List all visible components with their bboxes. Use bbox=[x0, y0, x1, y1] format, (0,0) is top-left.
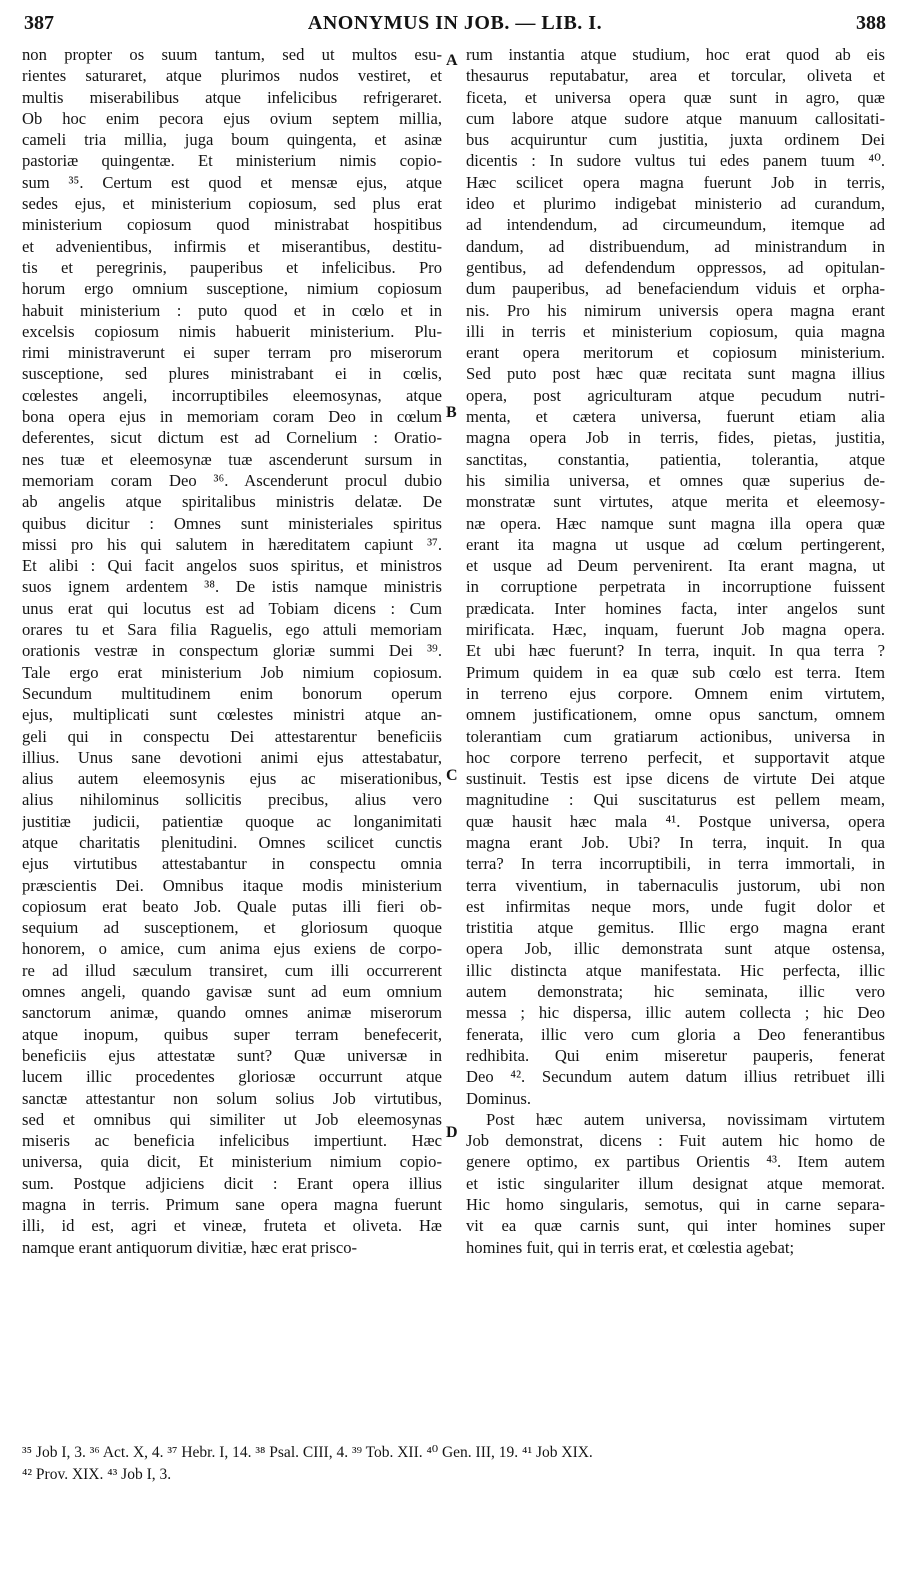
text-line: Post hæc autem universa, novissimam virtutem bbox=[486, 1109, 885, 1129]
text-line: terra? In terra incorruptibili, in terra immortali, in bbox=[466, 854, 885, 874]
text-line: ab angelis atque spiritalibus ministris delatæ. De bbox=[22, 492, 442, 512]
text-line: copiosum erat beato Job. Quale putas illi fieri ob- bbox=[22, 896, 442, 916]
text-line: dicentis : In sudore vultus tui edes panem tuum ⁴⁰. bbox=[466, 151, 885, 171]
running-header bbox=[24, 12, 886, 38]
text-line: Sed puto post hæc quæ recitata sunt magna illius bbox=[466, 364, 885, 384]
footnotes bbox=[22, 1442, 886, 1486]
text-line: orares tu et Sara filia Raguelis, ego attuli memoriam bbox=[22, 620, 442, 640]
text-line: ministerium copiosum quod ministrabat hospitibus bbox=[22, 215, 442, 235]
text-line: Hæc scilicet opera magna fuerunt Job in terris, bbox=[466, 172, 885, 192]
text-line: illi in terris et ministerium copiosum, quia magna bbox=[466, 321, 885, 341]
text-line: sedes ejus, et ministerium copiosum, sed plus erat bbox=[22, 194, 442, 214]
text-line: dandum, ad distribuendum, ad ministrandum in bbox=[466, 236, 885, 256]
text-line: suos ignem ardentem ³⁸. De istis namque ministris bbox=[22, 577, 442, 597]
text-line: geli qui in conspectu Dei attestarentur beneficiis bbox=[22, 726, 442, 746]
text-line: horum ergo omnium susceptione, nimium copiosum bbox=[22, 279, 442, 299]
text-line: est infirmitas neque mors, unde fugit dolor et bbox=[466, 896, 885, 916]
text-line: genere optimo, ex partibus Orientis ⁴³. Item autem bbox=[466, 1152, 885, 1172]
margin-letter-b: B bbox=[446, 404, 457, 421]
text-line: tristitia atque gemitus. Illic ergo magna erant bbox=[466, 918, 885, 938]
text-line: magna erant Job. Ubi? In terra, inquit. In qua bbox=[466, 832, 885, 852]
text-line: sum ³⁵. Certum est quod et mensæ ejus, atque bbox=[22, 172, 442, 192]
text-line: opera, post agriculturam atque pecudum nutri- bbox=[466, 385, 885, 405]
text-line: tis et peregrinis, pauperibus et infelicibus. Pro bbox=[22, 257, 442, 277]
left-column bbox=[22, 44, 442, 1258]
text-line: Job demonstrat, dicens : Fuit autem hic homo de bbox=[466, 1131, 885, 1151]
text-line: cameli tria millia, juga boum quingenta, et asinæ bbox=[22, 130, 442, 150]
text-line: quæ hausit hæc mala ⁴¹. Postque universa, opera bbox=[466, 811, 885, 831]
text-line: terra viventium, in tabernaculis justorum, ubi non bbox=[466, 875, 885, 895]
text-line: cum labore atque sudore atque manuum callositati- bbox=[466, 108, 885, 128]
text-line: in corruptione perpetrata in incorruptione fuissent bbox=[466, 577, 885, 597]
text-line: thesaurus reputabatur, area et torcular, oliveta et bbox=[466, 66, 885, 86]
text-line: magnitudine : Qui suscitaturus est pellem meam, bbox=[466, 790, 885, 810]
text-line: sum. Postque adjiciens dicit : Erant opera illius bbox=[22, 1173, 442, 1193]
text-line: mirificata. Hæc, inquam, fuerunt Job magna opera. bbox=[466, 620, 885, 640]
text-line: illi, id est, agri et vineæ, fruteta et oliveta. Hæ bbox=[22, 1216, 442, 1236]
text-line: monstratæ sunt virtutes, atque merita et eleemosy- bbox=[466, 492, 885, 512]
text-line: illius. Unus sane devotioni animi ejus attestabatur, bbox=[22, 747, 442, 767]
text-line: miseris ac beneficia infelicibus impertiunt. Hæc bbox=[22, 1131, 442, 1151]
text-line: pastoriæ quingentæ. Et ministerium nimis copio- bbox=[22, 151, 442, 171]
text-line: justitiæ judicii, patientiæ quoque ac longanimitati bbox=[22, 811, 442, 831]
text-line: Ob hoc enim pecora ejus ovium septem millia, bbox=[22, 108, 442, 128]
text-line: Et ubi hæc fuerunt? In terra, inquit. In qua terra ? bbox=[466, 641, 885, 661]
text-line: alius autem eleemosynis ejus ac miserationibus, bbox=[22, 769, 442, 789]
text-line: Dominus. bbox=[466, 1088, 531, 1108]
text-line: tolerantiam cum gratiarum actionibus, universa in bbox=[466, 726, 885, 746]
text-line: bona opera ejus in memoriam coram Deo in cœlum bbox=[22, 407, 442, 427]
right-column bbox=[466, 44, 885, 1258]
text-line: deferentes, sicut dictum est ad Cornelium : Oratio- bbox=[22, 428, 442, 448]
text-line: sanctæ attestantur non solum solius Job virtutibus, bbox=[22, 1088, 442, 1108]
text-line: nis. Pro his nimirum universis opera magna erant bbox=[466, 300, 885, 320]
text-line: alius nihilominus sollicitis precibus, alius vero bbox=[22, 790, 442, 810]
text-line: rientes saturaret, atque plurimos nudos vestiret, et bbox=[22, 66, 442, 86]
text-line: re ad illud sæculum transiret, cum illi occurrerent bbox=[22, 960, 442, 980]
text-line: ad intendendum, ad circumeundum, itemque ad bbox=[466, 215, 885, 235]
text-line: non propter os suum tantum, sed ut multos esu- bbox=[22, 45, 442, 64]
text-line: Secundum multitudinem enim bonorum operum bbox=[22, 683, 442, 703]
running-title: ANONYMUS IN JOB. — LIB. I. bbox=[307, 12, 603, 34]
text-line: sanctorum animæ, quando omnes animæ miserorum bbox=[22, 1003, 442, 1023]
text-line: namque erant antiquorum divitiæ, hæc erat prisco- bbox=[22, 1237, 358, 1257]
text-line: præscientis Dei. Omnibus itaque modis ministerium bbox=[22, 875, 442, 895]
text-line: habuit ministerium : puto quod et in cœlo et in bbox=[22, 300, 442, 320]
text-line: messa ; hic dispersa, illic autem collecta ; hic Deo bbox=[466, 1003, 885, 1023]
text-line: Et alibi : Qui facit angelos suos spiritus, et ministros bbox=[22, 556, 442, 576]
text-line: opera Job, illic demonstrata sunt atque ostensa, bbox=[466, 939, 885, 959]
text-line: honorem, o amice, cum anima ejus exiens de corpo- bbox=[22, 939, 442, 959]
margin-letter-c: C bbox=[446, 767, 458, 784]
text-line: sed et omnibus qui similiter ut Job eleemosynas bbox=[22, 1109, 442, 1129]
text-line: sanctitas, constantia, patientia, tolerantia, atque bbox=[466, 449, 885, 469]
text-line: cœlestes angeli, incorruptibiles eleemosynas, atque bbox=[22, 385, 442, 405]
text-line: dum pauperibus, ad benefaciendum viduis et orpha- bbox=[466, 279, 885, 299]
text-line: multis miserabilibus atque infelicibus refrigeraret. bbox=[22, 87, 442, 107]
text-line: magna in terris. Primum sane opera magna fuerunt bbox=[22, 1195, 442, 1215]
text-line: et istic singulariter illum designat atque memorat. bbox=[466, 1173, 885, 1193]
text-line: autem demonstrata; hic seminata, illic vero bbox=[466, 982, 885, 1002]
page-number-left: 387 bbox=[24, 12, 54, 34]
text-line: magna opera Job in terris, fides, pietas, justitia, bbox=[466, 428, 885, 448]
text-line: orationis vestræ in conspectum gloriæ summi Dei ³⁹. bbox=[22, 641, 442, 661]
text-line: ideo et plurimo indigebat ministerio ad curandum, bbox=[466, 194, 885, 214]
text-line: atque inopum, quibus super terram benefecerit, bbox=[22, 1024, 442, 1044]
text-line: prædicata. Inter homines facta, inter angelos sunt bbox=[466, 598, 885, 618]
text-line: Primum quidem in ea quæ sub cœlo est terra. Item bbox=[466, 662, 885, 682]
text-line: in terreno ejus corpore. Omnem enim virtutem, bbox=[466, 683, 885, 703]
margin-letter-d: D bbox=[446, 1124, 458, 1141]
text-line: menta, et cætera universa, fuerunt etiam alia bbox=[466, 407, 885, 427]
text-line: næ opera. Hæc namque sunt magna illa opera quæ bbox=[466, 513, 885, 533]
text-line: missi pro his qui salutem in hæreditatem capiunt ³⁷. bbox=[22, 534, 442, 554]
text-line: redhibita. Qui enim miseretur pauperis, fenerat bbox=[466, 1045, 885, 1065]
text-line: rum instantia atque studium, hoc erat quod ab eis bbox=[466, 45, 885, 64]
text-line: unus erat qui locutus est ad Tobiam dicens : Cum bbox=[22, 598, 442, 618]
text-line: beneficiis ejus attestatæ sunt? Quæ universæ in bbox=[22, 1045, 442, 1065]
text-line: omnem justificationem, omne opus sanctum, omnem bbox=[466, 705, 885, 725]
text-line: rimi ministraverunt ei super terram pro miserorum bbox=[22, 343, 442, 363]
text-line: excelsis copiosum nimis habuerit ministerium. Plu- bbox=[22, 321, 442, 341]
text-line: lucem illic procedentes gloriosæ occurrunt atque bbox=[22, 1067, 442, 1087]
text-line: erant ita magna ut usque ad cœlum pertingerent, bbox=[466, 534, 885, 554]
page-number-right: 388 bbox=[856, 12, 886, 34]
text-line: omnes angeli, quando gavisæ sunt ad eum omnium bbox=[22, 982, 442, 1002]
text-line: ficeta, et universa opera quæ sunt in agro, quæ bbox=[466, 87, 885, 107]
text-line: homines fuit, qui in terris erat, et cœlestia agebat; bbox=[466, 1237, 795, 1257]
text-line: universa, quia dicit, Et ministerium nimium copio- bbox=[22, 1152, 442, 1172]
text-line: atque charitatis plenitudini. Omnes scilicet cunctis bbox=[22, 832, 442, 852]
text-line: memoriam coram Deo ³⁶. Ascenderunt procul dubio bbox=[22, 470, 442, 490]
text-line: et usque ad Deum pervenirent. Ita erant magna, ut bbox=[466, 556, 885, 576]
text-line: nes tuæ et eleemosynæ tuæ ascenderunt sursum in bbox=[22, 449, 442, 469]
text-line: hoc corpore terreno perfecit, et supportavit atque bbox=[466, 747, 885, 767]
text-line: susceptione, sed plures ministrabant ei in cœlis, bbox=[22, 364, 442, 384]
footnote-line: ³⁵ Job I, 3. ³⁶ Act. X, 4. ³⁷ Hebr. I, 14. ³⁸ Psal. CIII, 4. ³⁹ Tob. XII. ⁴⁰ Gen. III, 19. ⁴¹ Job XIX. bbox=[22, 1444, 593, 1461]
margin-letter-a: A bbox=[446, 52, 458, 69]
text-line: ejus virtutibus attestabantur in conspectu omnia bbox=[22, 854, 442, 874]
text-line: sustinuit. Testis est ipse dicens de virtute Dei atque bbox=[466, 769, 885, 789]
text-line: erant opera meritorum et copiosum ministerium. bbox=[466, 343, 885, 363]
text-line: bus acquiruntur cum justitia, juxta ordinem Dei bbox=[466, 130, 885, 150]
footnote-line: ⁴² Prov. XIX. ⁴³ Job I, 3. bbox=[22, 1466, 172, 1483]
text-line: et advenientibus, infirmis et miserantibus, destitu- bbox=[22, 236, 442, 256]
text-line: gentibus, ad defendendum oppressos, ad opitulan- bbox=[466, 257, 885, 277]
text-line: vit ea quæ carnis sunt, qui inter homines super bbox=[466, 1216, 885, 1236]
text-line: Hic homo singularis, semotus, qui in carne separa- bbox=[466, 1195, 885, 1215]
text-line: illic distincta atque manifestata. Hic perfecta, illic bbox=[466, 960, 885, 980]
text-line: sequium ad susceptionem, et gloriosum quoque bbox=[22, 918, 442, 938]
text-line: his similia universa, et omnes quæ superius de- bbox=[466, 470, 885, 490]
text-line: ejus, multiplicati sunt cœlestes ministri atque an- bbox=[22, 705, 442, 725]
text-line: Tale ergo erat ministerium Job nimium copiosum. bbox=[22, 662, 442, 682]
text-line: Deo ⁴². Secundum autem datum illius retribuet illi bbox=[466, 1067, 885, 1087]
text-line: fenerata, illic vero cum gloria a Deo fenerantibus bbox=[466, 1024, 885, 1044]
text-line: quibus dicitur : Omnes sunt ministeriales spiritus bbox=[22, 513, 442, 533]
